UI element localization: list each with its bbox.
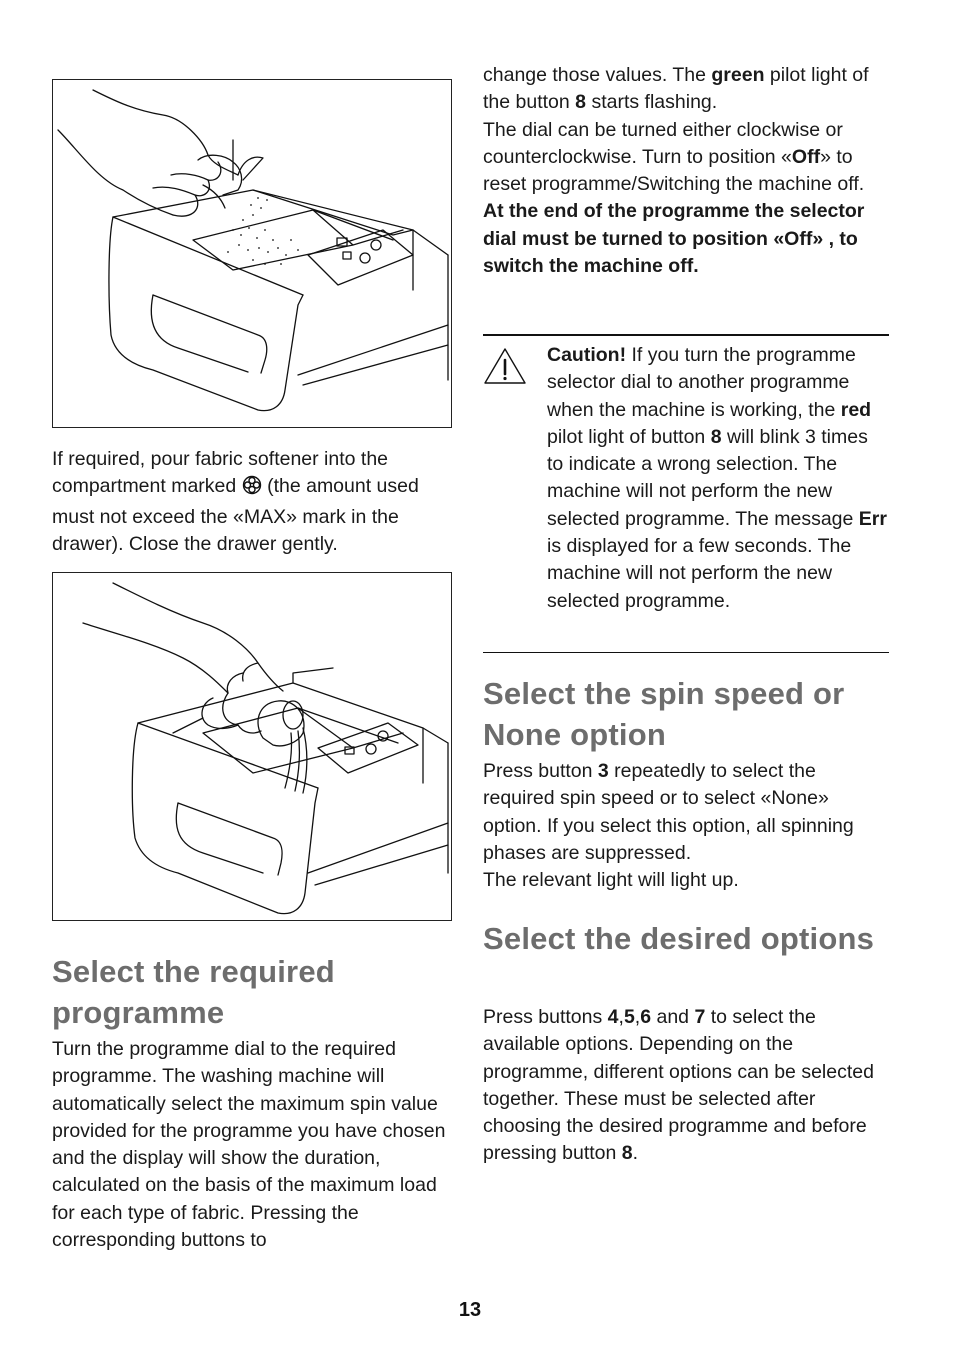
spin-text-1: Press button <box>483 760 598 782</box>
button-5-ref: 5 <box>623 1006 635 1028</box>
end-programme-note: At the end of the programme the selector dial must be turned to position «Off» , to switch the machine off. <box>483 200 865 278</box>
caution-text-1: If you turn the programme selector dial to another programme when the machine is working, the <box>547 344 856 421</box>
caution-text-3: will blink 3 times to indicate a wrong selection. The machine will not perform the new selected programme. The message <box>547 425 868 530</box>
softener-drawer-illustration <box>52 572 452 921</box>
options-paragraph <box>483 1004 889 1168</box>
caution-box <box>483 334 889 653</box>
options-heading: Select the desired options <box>483 921 875 956</box>
options-text-3: to select the available options. Depending on the programme, different options can be selected together. These must be selected after choosing the desired programme and before pressing button <box>483 1006 874 1165</box>
spin-text-2: repeatedly to select the required spin speed or to select «None» option. If you select this option, all spinning phases are suppressed. <box>483 760 854 864</box>
warning-icon <box>483 346 527 391</box>
err-message: Err <box>858 507 887 530</box>
caution-text-2: pilot light of button <box>547 425 711 448</box>
caution-paragraph <box>547 342 889 615</box>
programme-paragraph: Turn the programme dial to the required programme. The washing machine will automatically select the maximum spin value provided for the programme you have chosen and the display will show the duration, calculated on the basis of the maximum load for each type of fabric. Pressing the corresponding buttons to <box>52 1038 446 1252</box>
softener-paragraph <box>52 446 452 558</box>
options-text-2: and <box>651 1006 695 1028</box>
button-7-ref: 7 <box>694 1006 706 1028</box>
button-4-ref: 4 <box>607 1006 619 1028</box>
red-label: red <box>840 398 872 421</box>
green-label: green <box>711 64 765 86</box>
intro-text-1: change those values. The <box>483 64 712 86</box>
page-number: 13 <box>458 1299 482 1321</box>
caution-label: Caution! <box>547 344 627 366</box>
button-8-ref: 8 <box>575 91 587 114</box>
options-text-4: . <box>632 1142 639 1165</box>
spin-heading: Select the spin speed or None option <box>483 676 845 752</box>
button-3-ref: 3 <box>597 760 609 782</box>
softener-text-a: If required, pour fabric softener into the compartment marked <box>52 448 389 498</box>
intro-text-3: starts flashing. <box>586 91 718 114</box>
intro-text-4: The dial can be turned either clockwise or counterclockwise. Turn to position « <box>483 118 843 168</box>
intro-text-2: pilot light of the button <box>483 64 869 114</box>
caution-button-8-ref: 8 <box>710 425 722 448</box>
spin-text-3: The relevant light will light up. <box>483 869 739 892</box>
softener-text-b: (the amount used must not exceed the «MAX» mark in the drawer). Close the drawer gently. <box>52 475 419 555</box>
off-label: Off <box>791 145 821 168</box>
caution-text-4: is displayed for a few seconds. The machine will not perform the new selected programme. <box>547 535 852 612</box>
intro-paragraph <box>483 62 889 280</box>
intro-text-5: » to reset programme/Switching the machine off. <box>483 145 865 196</box>
flower-icon <box>242 475 262 503</box>
detergent-drawer-illustration <box>52 79 452 428</box>
comma-1: , <box>618 1006 624 1028</box>
comma-2: , <box>634 1006 641 1028</box>
spin-paragraph <box>483 758 889 894</box>
programme-heading: Select the required programme <box>52 954 335 1030</box>
options-text-1: Press buttons <box>483 1006 608 1028</box>
button-6-ref: 6 <box>640 1006 652 1028</box>
options-button-8-ref: 8 <box>621 1142 633 1165</box>
